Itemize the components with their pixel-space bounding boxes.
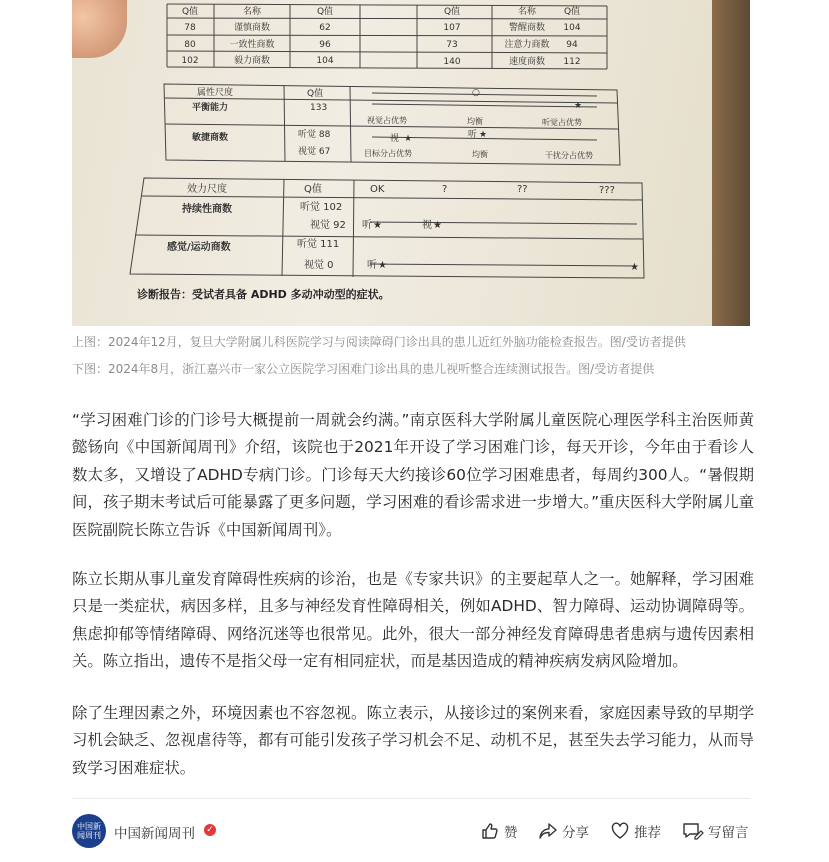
share-label: 分享 [562, 825, 589, 841]
auditory-advantage: 听觉占优势 [542, 118, 582, 127]
sustain-visual-star: ★ [433, 220, 442, 231]
level-ok: OK [370, 184, 385, 195]
t1-cell: 80 [184, 40, 196, 50]
agility-visual-star: ★ [404, 134, 413, 144]
t1-cell: 140 [443, 57, 461, 67]
author-name[interactable]: 中国新闻周刊 [114, 826, 195, 842]
sustain-visual-mark: 视 [422, 220, 432, 231]
share-button[interactable] [538, 820, 589, 842]
t1-cell: 96 [319, 40, 331, 50]
t1-cell: 107 [443, 23, 461, 33]
t1-cell: 速度商数 [508, 57, 546, 67]
comment-label: 写留言 [708, 825, 749, 841]
t1-cell: 一致性商数 [229, 40, 275, 50]
balance-q: 133 [310, 103, 328, 113]
like-label: 赞 [504, 825, 518, 841]
t1-cell: 毅力商数 [233, 56, 271, 66]
article-paragraph-1: “学习困难门诊的门诊号大概提前一周就会约满。”南京医科大学附属儿童医院心理医学科主治医师黄懿钖向《中国新闻周刊》介绍，该院也于2021年开设了学习困难门诊，每天开诊，今年由于看诊人数太多，又增设了ADHD专病门诊。门诊每天大约接诊60位学习困难患者，每周约300人。“暑假期间，孩子期末考试后可能暴露了更多问题，学习困难的看诊需求进一步增大。”重庆医科大学附属儿童医院副院长陈立告诉《中国新闻周刊》。 [72, 411, 754, 539]
t1-cell: 102 [181, 56, 199, 66]
like-button[interactable] [480, 820, 518, 842]
sensory-auditory-mark: 听 [367, 260, 377, 271]
agility-auditory-star: ★ [479, 130, 488, 140]
diagnosis-text: 诊断报告：受试者具备 ADHD 多动冲动型的症状。 [137, 288, 390, 301]
t1-cell: 谨慎商数 [233, 23, 271, 33]
t2-header-q: Q值 [307, 89, 324, 99]
balance-label: 平衡能力 [192, 103, 229, 113]
t1-cell: 94 [566, 40, 578, 50]
recommend-button[interactable] [610, 820, 661, 842]
agility-auditory-q: 听觉 88 [298, 130, 331, 140]
share-icon [538, 821, 558, 841]
report-sheet [72, 0, 750, 326]
t1-cell: 78 [184, 23, 196, 33]
t1-cell: 104 [563, 23, 581, 33]
t1-header: Q值 [181, 7, 199, 17]
t1-cell: 73 [446, 40, 458, 50]
comment-edit-icon [682, 821, 704, 841]
article-paragraph-3: 除了生理因素之外，环境因素也不容忽视。陈立表示，从接诊过的案例来看，家庭因素导致的早期学习机会缺乏、忽视虐待等，都有可能引发孩子学习机会不足、动机不足，甚至失去学习能力，从而导致学习困难症状。 [72, 704, 754, 777]
attribute-table [192, 86, 593, 160]
caption-bottom: 下图：2024年8月，浙江嘉兴市一家公立医院学习困难门诊出具的患儿视听整合连续测试报告。图/受访者提供 [72, 362, 655, 376]
efficacy-table [167, 182, 639, 273]
t1-cell: 警醒商数 [508, 23, 546, 33]
balanced-label: 均衡 [467, 117, 483, 126]
sensory-auditory-star: ★ [378, 260, 387, 271]
level-q2: ?? [517, 184, 528, 195]
sustain-auditory-mark: 听 [362, 220, 372, 231]
t3-header-q: Q值 [304, 184, 322, 195]
t1-header: Q值 [563, 7, 581, 17]
sensory-label: 感觉/运动商数 [167, 242, 231, 253]
recommend-label: 推荐 [634, 825, 661, 841]
level-q3: ??? [599, 185, 615, 196]
target-advantage: 目标分占优势 [364, 149, 412, 158]
author-avatar[interactable] [72, 814, 106, 848]
balance-star: ★ [574, 101, 583, 111]
balance-center-mark: ○ [472, 88, 480, 98]
article-footer [72, 812, 750, 850]
footer-divider [72, 798, 750, 799]
thumbs-up-icon [480, 821, 500, 841]
agility-label: 敏捷商数 [192, 133, 229, 143]
caption-top: 上图：2024年12月，复旦大学附属儿科医院学习与阅读障碍门诊出具的患儿近红外脑功能检查报告。图/受访者提供 [72, 335, 686, 349]
t3-header-scale: 效力尺度 [187, 184, 227, 195]
report-photo [72, 0, 750, 326]
sustain-auditory: 听觉 102 [300, 202, 343, 213]
article-paragraph-2: 陈立长期从事儿童发育障碍性疾病的诊治，也是《专家共识》的主要起草人之一。她解释，学习困难只是一类症状，病因多样，且多与神经发育性障碍相关，例如ADHD、智力障碍、运动协调障碍等。焦虑抑郁等情绪障碍、网络沉迷等也很常见。此外，很大一部分神经发育障碍患者患病与遗传因素相关。陈立指出，遗传不是指父母一定有相同症状，而是基因造成的精神疾病发病风险增加。 [72, 570, 754, 671]
visual-advantage: 视觉占优势 [367, 116, 407, 125]
heart-icon [610, 821, 630, 841]
sustain-visual: 视觉 92 [310, 220, 346, 231]
agility-visual-mark: 视 [390, 134, 400, 144]
t1-header: 名称 [517, 7, 537, 17]
avatar-text: 中国新闻周刊 [77, 822, 101, 840]
agility-auditory-mark: 听 [468, 130, 478, 140]
t2-header-attr: 属性尺度 [197, 88, 234, 98]
verified-icon: ✓ [204, 824, 216, 836]
sensory-end-star: ★ [630, 262, 639, 273]
sustain-auditory-star: ★ [373, 220, 382, 231]
t1-header: 名称 [242, 7, 262, 17]
t1-cell: 112 [563, 57, 581, 67]
t1-header: Q值 [316, 7, 334, 17]
sensory-auditory: 听觉 111 [297, 239, 340, 250]
t1-cell: 104 [316, 56, 334, 66]
t1-header: Q值 [443, 7, 461, 17]
comment-button[interactable] [682, 820, 749, 842]
balanced-label-2: 均衡 [472, 150, 488, 159]
sensory-visual: 视觉 0 [304, 260, 334, 271]
level-q1: ? [442, 184, 448, 195]
t1-cell: 62 [319, 23, 331, 33]
agility-visual-q: 视觉 67 [298, 147, 331, 157]
t1-cell: 注意力商数 [504, 40, 550, 50]
sustain-label: 持续性商数 [182, 204, 232, 215]
distract-advantage: 干扰分占优势 [545, 151, 593, 160]
